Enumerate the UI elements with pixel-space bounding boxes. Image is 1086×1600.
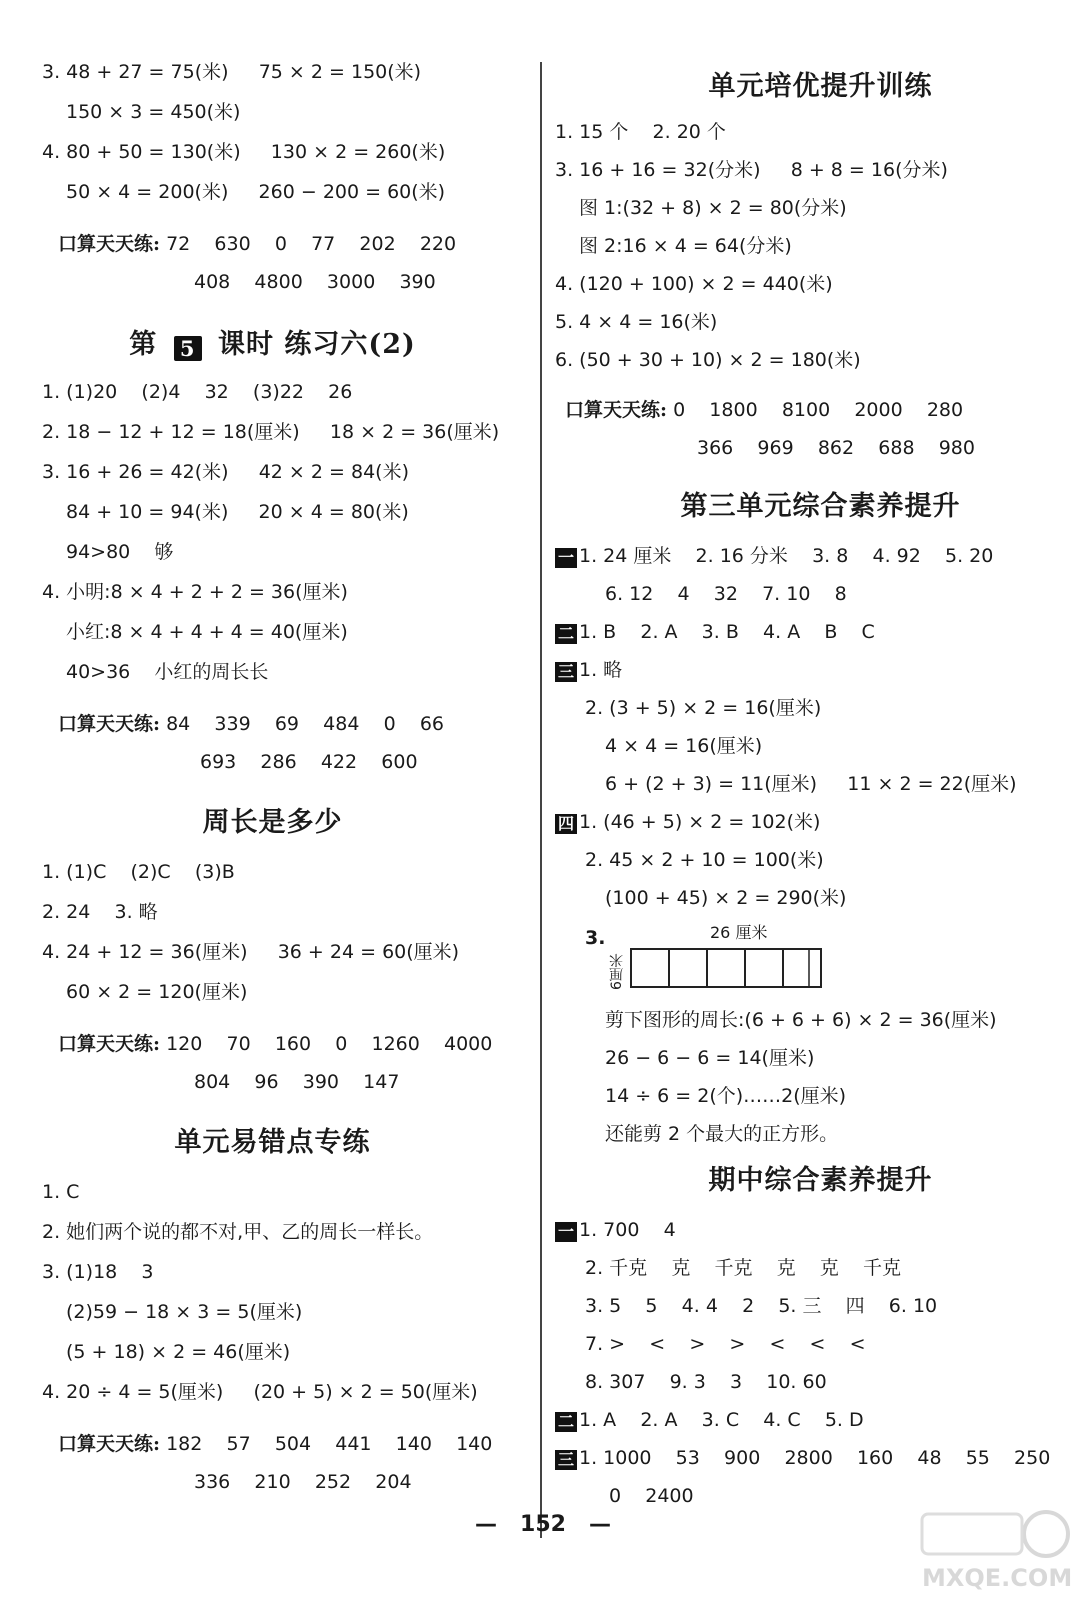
kousuan-values: 693 286 422 600 [200, 751, 418, 773]
answer-text: 1. B 2. A 3. B 4. A B C [579, 621, 875, 643]
answer-line: 2. (3 + 5) × 2 = 16(厘米) [585, 697, 822, 719]
kousuan-values: 408 4800 3000 390 [194, 271, 436, 293]
kousuan-values: 72 630 0 77 202 220 [166, 233, 457, 255]
answer-text: 1. (46 + 5) × 2 = 102(米) [579, 811, 821, 833]
answer-line [555, 1446, 1050, 1470]
question-number: 3. [585, 927, 606, 949]
section-number-badge: 四 [555, 814, 577, 834]
answer-line: 14 ÷ 6 = 2(个)……2(厘米) [605, 1085, 847, 1107]
page-number-value: 152 [520, 1512, 566, 1537]
answer-line: 94>80 够 [66, 541, 174, 563]
answer-line [555, 1218, 676, 1242]
figure-width-label: 26 厘米 [710, 923, 768, 942]
answer-line: 84 + 10 = 94(米) 20 × 4 = 80(米) [66, 501, 409, 523]
answer-line: 1. (1)20 (2)4 32 (3)22 26 [42, 381, 353, 403]
answer-text: 1. 略 [579, 659, 623, 681]
answer-line: (2)59 − 18 × 3 = 5(厘米) [66, 1301, 303, 1323]
kousuan-values: 0 1800 8100 2000 280 [673, 399, 964, 421]
answer-text: 1. A 2. A 3. C 4. C 5. D [579, 1409, 864, 1431]
column-divider [540, 62, 542, 1538]
answer-line: 50 × 4 = 200(米) 260 − 200 = 60(米) [66, 181, 446, 203]
page-number: — 152 — [475, 1512, 611, 1537]
answer-line [555, 1408, 864, 1432]
answer-text: 1. 700 4 [579, 1219, 676, 1241]
answer-line: 2. 她们两个说的都不对,甲、乙的周长一样长。 [42, 1221, 434, 1243]
answer-line: 3. 16 + 16 = 32(分米) 8 + 8 = 16(分米) [555, 159, 948, 181]
answer-line: 1. 15 个 2. 20 个 [555, 121, 726, 143]
answer-line: 3. 5 5 4. 4 2 5. 三 四 6. 10 [585, 1295, 938, 1317]
section-heading: 期中综合素养提升 [708, 1165, 933, 1196]
answer-line: 1. (1)C (2)C (3)B [42, 861, 235, 883]
answer-line [555, 620, 875, 644]
answer-text: 1. 1000 53 900 2800 160 48 55 250 [579, 1447, 1051, 1469]
kousuan-values: 336 210 252 204 [194, 1471, 412, 1493]
kousuan-values: 120 70 160 0 1260 4000 [166, 1033, 493, 1055]
answer-line: (100 + 45) × 2 = 290(米) [605, 887, 847, 909]
answer-line: 2. 千克 克 千克 克 克 千克 [585, 1257, 901, 1279]
answer-line: 5. 4 × 4 = 16(米) [555, 311, 718, 333]
answer-line: 7. > < > > < < < [585, 1333, 866, 1355]
kousuan-label: 口算天天练: [58, 1433, 161, 1455]
section-number-badge: 二 [555, 624, 577, 644]
kousuan-values: 84 339 69 484 0 66 [166, 713, 445, 735]
section-heading: 单元培优提升训练 [708, 71, 933, 102]
kousuan-row [58, 232, 456, 256]
kousuan-values: 804 96 390 147 [194, 1071, 400, 1093]
answer-line: 2. 45 × 2 + 10 = 100(米) [585, 849, 824, 871]
answer-line: 6 + (2 + 3) = 11(厘米) 11 × 2 = 22(厘米) [605, 773, 1017, 795]
answer-line: 40>36 小红的周长长 [66, 661, 269, 683]
answer-line: 26 − 6 − 6 = 14(厘米) [605, 1047, 815, 1069]
kousuan-row [565, 398, 963, 422]
answer-line: 2. 24 3. 略 [42, 901, 158, 923]
answer-line: 6. (50 + 30 + 10) × 2 = 180(米) [555, 349, 861, 371]
answer-line: 4. 20 ÷ 4 = 5(厘米) (20 + 5) × 2 = 50(厘米) [42, 1381, 478, 1403]
watermark-logo [912, 1502, 1072, 1592]
answer-line: 3. 16 + 26 = 42(米) 42 × 2 = 84(米) [42, 461, 409, 483]
kousuan-label: 口算天天练: [58, 233, 161, 255]
answer-line: 4 × 4 = 16(厘米) [605, 735, 763, 757]
answer-line: 8. 307 9. 3 3 10. 60 [585, 1371, 827, 1393]
kousuan-values: 182 57 504 441 140 140 [166, 1433, 493, 1455]
answer-line: 图 1:(32 + 8) × 2 = 80(分米) [579, 197, 847, 219]
kousuan-row [58, 712, 444, 736]
answer-line: 1. C [42, 1181, 80, 1203]
answer-line: 3. 48 + 27 = 75(米) 75 × 2 = 150(米) [42, 61, 422, 83]
answer-line [555, 658, 622, 682]
kousuan-label: 口算天天练: [565, 399, 668, 421]
answer-line: 60 × 2 = 120(厘米) [66, 981, 248, 1003]
section-number-badge: 三 [555, 662, 577, 682]
answer-line: 150 × 3 = 450(米) [66, 101, 241, 123]
answer-line: 6. 12 4 32 7. 10 8 [605, 583, 847, 605]
answer-line: 还能剪 2 个最大的正方形。 [605, 1123, 839, 1145]
section-heading: 单元易错点专练 [174, 1127, 371, 1158]
answer-line: 4. (120 + 100) × 2 = 440(米) [555, 273, 833, 295]
figure-drawing [630, 948, 825, 990]
kousuan-label: 口算天天练: [58, 713, 161, 735]
answer-line: 小红:8 × 4 + 4 + 4 = 40(厘米) [66, 621, 348, 643]
answer-text: 1. 24 厘米 2. 16 分米 3. 8 4. 92 5. 20 [579, 545, 994, 567]
kousuan-row [58, 1432, 492, 1456]
kousuan-label: 口算天天练: [58, 1033, 161, 1055]
answer-line: 4. 24 + 12 = 36(厘米) 36 + 24 = 60(厘米) [42, 941, 460, 963]
section-heading: 第三单元综合素养提升 [680, 491, 961, 522]
lesson-prefix: 第 [129, 329, 158, 360]
section-number-badge: 一 [555, 1222, 577, 1242]
answer-line: 0 2400 [609, 1485, 694, 1507]
answer-line: 剪下图形的周长:(6 + 6 + 6) × 2 = 36(厘米) [605, 1009, 997, 1031]
lesson-heading [0, 328, 545, 362]
kousuan-values: 366 969 862 688 980 [697, 437, 975, 459]
answer-line: 4. 80 + 50 = 130(米) 130 × 2 = 260(米) [42, 141, 446, 163]
answer-line: 3. (1)18 3 [42, 1261, 154, 1283]
lesson-title: 课时 练习六(2) [218, 329, 416, 360]
answer-line: (5 + 18) × 2 = 46(厘米) [66, 1341, 291, 1363]
answer-line [555, 544, 993, 568]
section-number-badge: 三 [555, 1450, 577, 1470]
section-heading: 周长是多少 [202, 807, 343, 838]
figure-height-label: 6厘米 [609, 953, 625, 990]
answer-line: 4. 小明:8 × 4 + 2 + 2 = 36(厘米) [42, 581, 348, 603]
kousuan-row [58, 1032, 492, 1056]
section-number-badge: 二 [555, 1412, 577, 1432]
section-number-badge: 一 [555, 548, 577, 568]
answer-line [555, 810, 820, 834]
svg-text:MXQE.COM: MXQE.COM [922, 1564, 1072, 1592]
cut-rectangle-figure [610, 920, 870, 994]
answer-line: 图 2:16 × 4 = 64(分米) [579, 235, 792, 257]
answer-line: 2. 18 − 12 + 12 = 18(厘米) 18 × 2 = 36(厘米) [42, 421, 500, 443]
outer-rectangle [631, 949, 821, 987]
lesson-number-badge: 5 [174, 336, 202, 361]
